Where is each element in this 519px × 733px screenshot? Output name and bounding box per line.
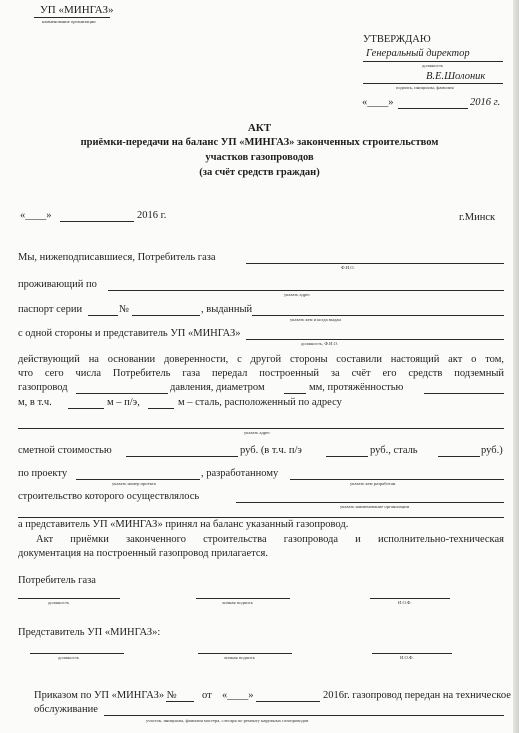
approve-position: Генеральный директор	[366, 48, 470, 59]
approve-heading: УТВЕРЖДАЮ	[363, 34, 431, 45]
address-label: проживающий по	[18, 279, 97, 290]
consumer-name-line	[246, 263, 504, 264]
rep-sign-line	[198, 653, 292, 654]
passport-issued-label: , выданный	[201, 304, 253, 315]
order-from-label: от	[202, 690, 212, 701]
act-date-line	[60, 221, 134, 222]
order-label: Приказом по УП «МИНГАЗ» №	[34, 690, 177, 701]
title-line2: приёмки-передачи на баланс УП «МИНГАЗ» законченных строительством	[80, 137, 439, 148]
approve-date-day: «____»	[362, 97, 394, 108]
cost-pe-label: руб. (в т.ч. п/э	[240, 445, 302, 456]
passport-issued-line	[252, 315, 504, 316]
passport-caption: указать кем и когда выдан	[290, 317, 341, 322]
project-label: по проекту	[18, 468, 68, 479]
pe-label: м – п/э,	[107, 397, 140, 408]
maintenance-line	[104, 715, 504, 716]
org-underline	[34, 17, 110, 18]
steel-address-label: м – сталь, расположенный по адресу	[178, 397, 342, 408]
builder-caption: указать наименование организации	[340, 504, 410, 509]
maintenance-caption: участок, инициалы, фамилия мастера, слесаря по ремонту наружных газопроводов	[146, 718, 309, 723]
length-label: мм, протяжённостью	[309, 382, 404, 393]
approve-date-line	[398, 108, 468, 109]
representative-caption: должность, Ф.И.О.	[301, 341, 339, 346]
designed-by-caption: указать кем разработан	[350, 481, 396, 486]
rep-name-caption: И.О.Ф.	[400, 655, 414, 660]
cost-pe-line	[326, 456, 368, 457]
cost-line	[126, 456, 238, 457]
maintenance-label: обслуживание	[34, 704, 98, 715]
passport-number-label: №	[119, 304, 130, 315]
consumer-position-caption: должность	[48, 600, 70, 605]
consumer-position-line	[18, 598, 120, 599]
approve-position-caption: должность	[422, 63, 444, 68]
order-date-tail: 2016г. газопровод передан на техническое	[323, 690, 511, 701]
attachment-line-1: Акт приёмки законченного строительства газопровода и исполнительно-техническая	[36, 534, 504, 545]
address-line	[108, 290, 504, 291]
incl-line	[68, 408, 104, 409]
order-date-line	[256, 701, 320, 702]
diameter-line	[284, 393, 306, 394]
consumer-name-sign-line	[370, 598, 450, 599]
location-address-line	[18, 428, 504, 429]
title-line4: (за счёт средств граждан)	[199, 167, 320, 178]
act-date-day: «____»	[20, 210, 52, 221]
approve-signer-caption: подпись, инициалы, фамилия	[396, 85, 454, 90]
builder-line-2	[18, 517, 504, 518]
approve-position-line	[363, 61, 503, 62]
paragraph-line-1: действующий на основании доверенности, с другой стороны составили настоящий акт о том,	[18, 354, 504, 365]
org-caption: наименование организации	[42, 19, 96, 24]
order-number-line	[166, 701, 194, 702]
pressure-line	[76, 393, 168, 394]
passport-number-line	[132, 315, 200, 316]
approve-signer-line	[363, 83, 503, 84]
cost-label: сметной стоимостью	[18, 445, 112, 456]
cost-steel-label: руб., сталь	[370, 445, 418, 456]
location-address-caption: указать адрес	[244, 430, 271, 435]
act-date-year: 2016 г.	[137, 210, 167, 221]
rep-position-line	[30, 653, 124, 654]
consumer-signature-label: Потребитель газа	[18, 575, 96, 586]
consumer-name-sign-caption: И.О.Ф.	[398, 600, 412, 605]
designed-by-label: , разработанному	[201, 468, 279, 479]
cost-steel-line	[438, 456, 480, 457]
rep-sign-caption: личная подпись	[224, 655, 255, 660]
passport-series-label: паспорт серии	[18, 304, 83, 315]
org-name: УП «МИНГАЗ»	[40, 4, 114, 16]
rep-name-line	[372, 653, 452, 654]
approve-date-year: 2016 г.	[470, 97, 501, 108]
passport-series-line	[88, 315, 118, 316]
consumer-sign-line	[196, 598, 290, 599]
project-number-caption: указать номер проекта	[112, 481, 156, 486]
cost-close-label: руб.)	[481, 445, 503, 456]
pressure-diameter-label: давления, диаметром	[170, 382, 265, 393]
builder-label: строительство которого осуществлялось	[18, 491, 200, 502]
address-caption: указать адрес	[284, 292, 311, 297]
representative-line	[246, 339, 504, 340]
gas-pipe-label: газопровод	[18, 382, 68, 393]
title-line3: участков газопроводов	[205, 152, 314, 163]
act-city: г.Минск	[459, 212, 496, 223]
page-edge-shadow	[513, 0, 519, 733]
paragraph-line-2: что сего числа Потребитель газа передал построенный за счёт его средств подземный	[18, 368, 504, 379]
representative-intro: с одной стороны и представитель УП «МИНГАЗ»	[18, 328, 241, 339]
length-line	[424, 393, 504, 394]
title-act: АКТ	[247, 122, 272, 134]
consumer-intro: Мы, нижеподписавшиеся, Потребитель газа	[18, 252, 216, 263]
rep-signature-label: Представитель УП «МИНГАЗ»:	[18, 627, 161, 638]
pe-line	[148, 408, 174, 409]
incl-label: м, в т.ч.	[18, 397, 52, 408]
designed-by-line	[290, 479, 504, 480]
builder-line	[236, 502, 504, 503]
rep-position-caption: должность	[58, 655, 80, 660]
attachment-line-2: документация на построенный газопровод прилагается.	[18, 548, 268, 559]
order-date-day: «____»	[222, 690, 254, 701]
consumer-sign-caption: личная подпись	[222, 600, 253, 605]
accepted-statement: а представитель УП «МИНГАЗ» принял на баланс указанный газопровод.	[18, 519, 349, 530]
consumer-name-caption: Ф.И.О.	[341, 265, 355, 270]
project-number-line	[76, 479, 200, 480]
approve-signer: В.Е.Шолоник	[426, 71, 486, 82]
